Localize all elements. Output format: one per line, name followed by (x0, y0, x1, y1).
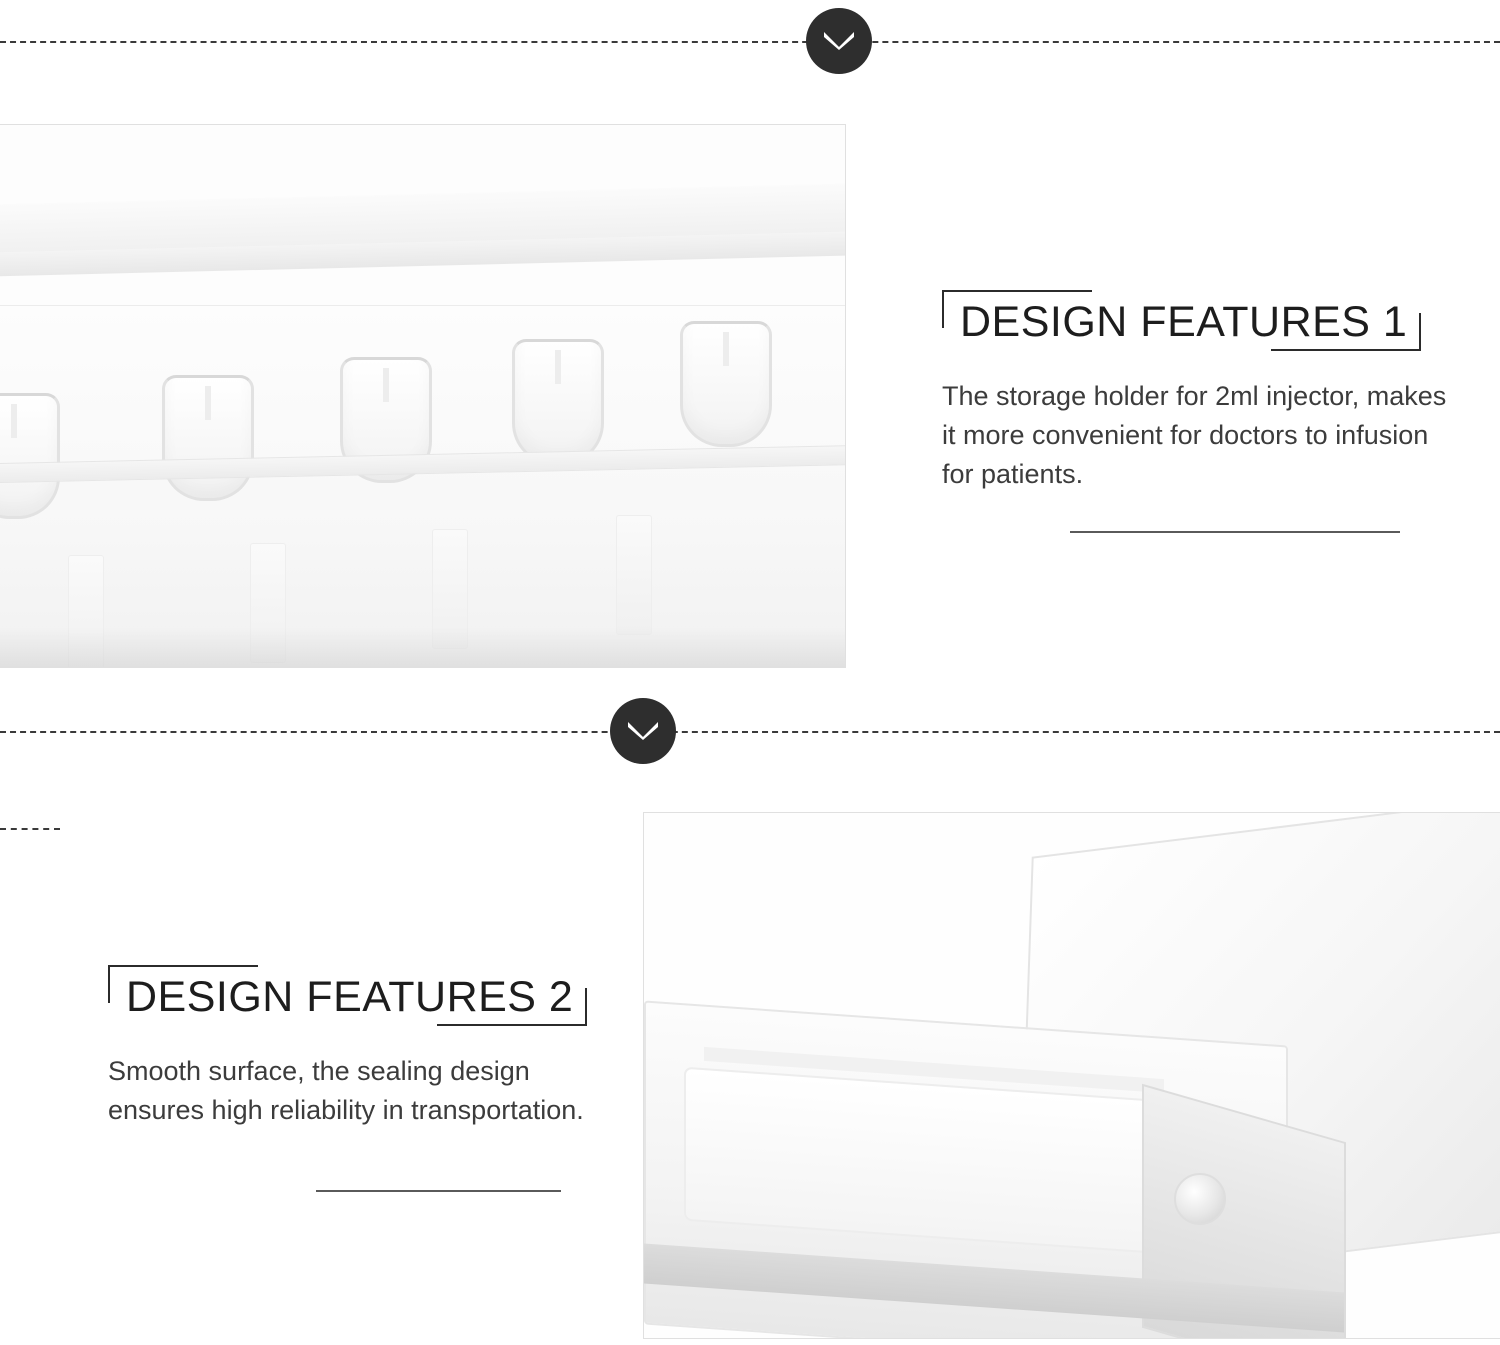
design-features-1-description: The storage holder for 2ml injector, makes it more convenient for doctors to infusion for patients. (942, 381, 1447, 490)
sealed-box-illustration (644, 813, 1500, 1338)
chevron-down-icon (806, 8, 872, 74)
left-dash-stub (0, 828, 60, 830)
design-features-1-image (0, 124, 846, 668)
design-features-2-image (643, 812, 1500, 1339)
design-features-1-underline (1070, 531, 1400, 533)
divider-dashed-line (0, 731, 1500, 733)
design-features-2-title: DESIGN FEATURES 2 (126, 973, 574, 1021)
chevron-down-icon (610, 698, 676, 764)
design-features-2-block (108, 965, 608, 1192)
design-features-1-title: DESIGN FEATURES 1 (960, 298, 1408, 346)
top-divider (0, 0, 1500, 84)
design-features-1-block (942, 290, 1462, 533)
syringe-tray-illustration (0, 125, 845, 667)
design-features-2-title-frame (108, 965, 587, 1026)
divider-dashed-line (0, 41, 1500, 43)
middle-divider (0, 690, 1500, 774)
design-features-2-description: Smooth surface, the sealing design ensures high reliability in transportation. (108, 1056, 584, 1126)
design-features-1-title-frame (942, 290, 1421, 351)
design-features-2-underline (316, 1190, 561, 1192)
